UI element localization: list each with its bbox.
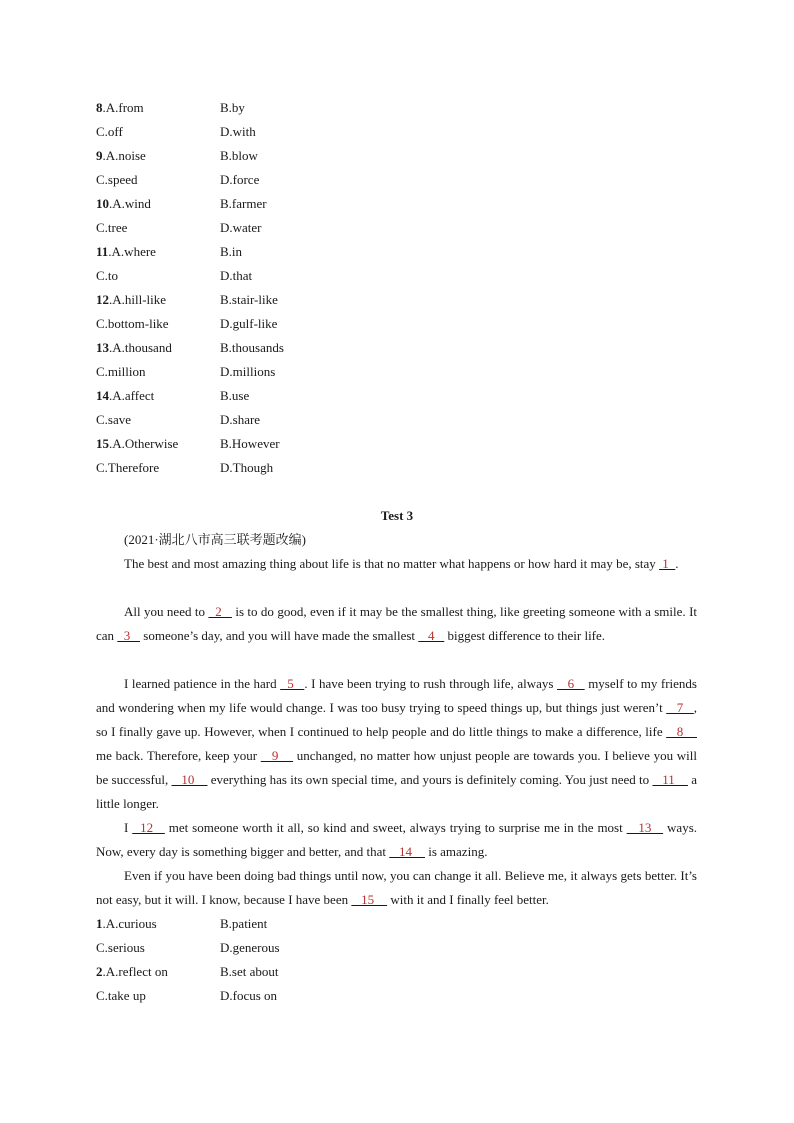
- blank-5: 5: [280, 676, 305, 691]
- passage-text: myself to my friends and wondering when my life would change. I was too busy trying to speed things up, but things just weren’t: [96, 676, 697, 715]
- option-d: D.focus on: [220, 988, 278, 1003]
- option-a-text: .A.curious: [102, 916, 157, 931]
- passage-text: ways. Now, every day is something bigger and better, and that: [96, 820, 698, 859]
- passage-text: All you need to: [124, 604, 209, 619]
- option-c: C.serious: [96, 940, 145, 955]
- passage-text: me back. Therefore, keep your: [96, 748, 261, 763]
- blank-11: 11: [652, 772, 688, 787]
- option-c: C.off: [96, 124, 123, 139]
- option-b: B.patient: [220, 916, 268, 931]
- option-a: [96, 914, 157, 934]
- option-d: D.generous: [220, 940, 280, 955]
- option-d: D.water: [220, 220, 262, 235]
- passage-paragraph-5: [96, 864, 697, 912]
- passage-text: with it and I finally feel better.: [387, 892, 549, 907]
- option-d: D.that: [220, 268, 253, 283]
- option-c: C.save: [96, 412, 132, 427]
- blank-7: 7: [666, 700, 694, 715]
- passage-paragraph-2: [96, 600, 697, 648]
- blank-12: 12: [132, 820, 165, 835]
- option-a-text: .A.thousand: [109, 340, 172, 355]
- option-b: B.use: [220, 388, 250, 403]
- blank-13: 13: [626, 820, 664, 835]
- question-number: 2: [96, 964, 103, 979]
- option-a: [96, 434, 178, 454]
- passage-text: is to do good, even if it may be the smallest thing, like greeting someone with a smile. It can: [96, 604, 698, 643]
- option-d: D.force: [220, 172, 260, 187]
- question-number: 1: [96, 916, 103, 931]
- question-number: 9: [96, 148, 103, 163]
- option-d: D.millions: [220, 364, 276, 379]
- option-a: [96, 146, 146, 166]
- test-title: Test 3: [380, 508, 414, 523]
- option-a-text: .A.affect: [109, 388, 155, 403]
- blank-1: 1: [659, 556, 676, 571]
- option-a-text: .A.hill-like: [109, 292, 167, 307]
- passage-text: someone’s day, and you will have made the smallest: [140, 628, 419, 643]
- option-a: [96, 194, 151, 214]
- option-d: D.share: [220, 412, 261, 427]
- option-c: C.Therefore: [96, 460, 160, 475]
- question-number: 11: [96, 244, 109, 259]
- passage-text: I learned patience in the hard: [124, 676, 281, 691]
- option-c: C.take up: [96, 988, 146, 1003]
- option-a-text: .A.from: [102, 100, 144, 115]
- option-d: D.Though: [220, 460, 274, 475]
- option-b: B.thousands: [220, 340, 284, 355]
- test-source: (2021·湖北八市高三联考题改编): [124, 532, 306, 547]
- passage-text: a little longer.: [96, 772, 697, 811]
- blank-6: 6: [556, 676, 585, 691]
- passage-text: .: [675, 556, 679, 571]
- blank-8: 8: [666, 724, 697, 739]
- question-number: 15: [96, 436, 109, 451]
- passage-text: The best and most amazing thing about life is that no matter what happens or how hard it may be, stay: [124, 556, 660, 571]
- blank-15: 15: [351, 892, 388, 907]
- option-a: [96, 386, 154, 406]
- question-number: 12: [96, 292, 109, 307]
- option-b: B.by: [220, 100, 245, 115]
- question-number: 8: [96, 100, 103, 115]
- option-a-text: .A.wind: [109, 196, 151, 211]
- option-c: C.million: [96, 364, 146, 379]
- option-b: B.stair-like: [220, 292, 278, 307]
- option-a-text: .A.noise: [102, 148, 146, 163]
- passage-text: I: [124, 820, 133, 835]
- blank-3: 3: [117, 628, 141, 643]
- option-a: [96, 290, 166, 310]
- question-number: 10: [96, 196, 109, 211]
- blank-4: 4: [418, 628, 445, 643]
- option-d: D.with: [220, 124, 256, 139]
- blank-10: 10: [171, 772, 208, 787]
- option-a-text: .A.reflect on: [102, 964, 168, 979]
- option-a: [96, 962, 168, 982]
- question-number: 14: [96, 388, 109, 403]
- option-b: B.blow: [220, 148, 258, 163]
- passage-text: biggest difference to their life.: [444, 628, 606, 643]
- option-d: D.gulf-like: [220, 316, 278, 331]
- option-b: B.in: [220, 244, 243, 259]
- option-b: B.farmer: [220, 196, 267, 211]
- option-a-text: .A.where: [108, 244, 156, 259]
- passage-text: is amazing.: [424, 844, 488, 859]
- option-a: [96, 242, 156, 262]
- option-c: C.tree: [96, 220, 128, 235]
- passage-text: unchanged, no matter how unjust people are towards you. I believe you will be successful,: [96, 748, 698, 787]
- passage-text: met someone worth it all, so kind and sweet, always trying to surprise me in the most: [164, 820, 627, 835]
- option-a: [96, 338, 172, 358]
- option-a: [96, 98, 144, 118]
- blank-2: 2: [208, 604, 232, 619]
- question-number: 13: [96, 340, 109, 355]
- passage-text: , so I finally gave up. However, when I continued to help people and do little things to make a difference, life: [96, 700, 697, 739]
- option-c: C.speed: [96, 172, 138, 187]
- option-c: C.bottom-like: [96, 316, 169, 331]
- passage-paragraph-4: [96, 816, 697, 864]
- option-b: B.However: [220, 436, 280, 451]
- passage-text: . I have been trying to rush through life, always: [304, 676, 557, 691]
- option-c: C.to: [96, 268, 119, 283]
- passage-paragraph-3: [96, 672, 697, 816]
- option-b: B.set about: [220, 964, 279, 979]
- passage-text: Even if you have been doing bad things until now, you can change it all. Believe me, it always gets better. It’s not easy, but it will. I know, because I have been: [96, 868, 697, 907]
- passage-paragraph-1: [96, 552, 697, 576]
- passage-text: everything has its own special time, and yours is definitely coming. You just need to: [207, 772, 653, 787]
- blank-14: 14: [389, 844, 425, 859]
- blank-9: 9: [260, 748, 294, 763]
- option-a-text: .A.Otherwise: [109, 436, 179, 451]
